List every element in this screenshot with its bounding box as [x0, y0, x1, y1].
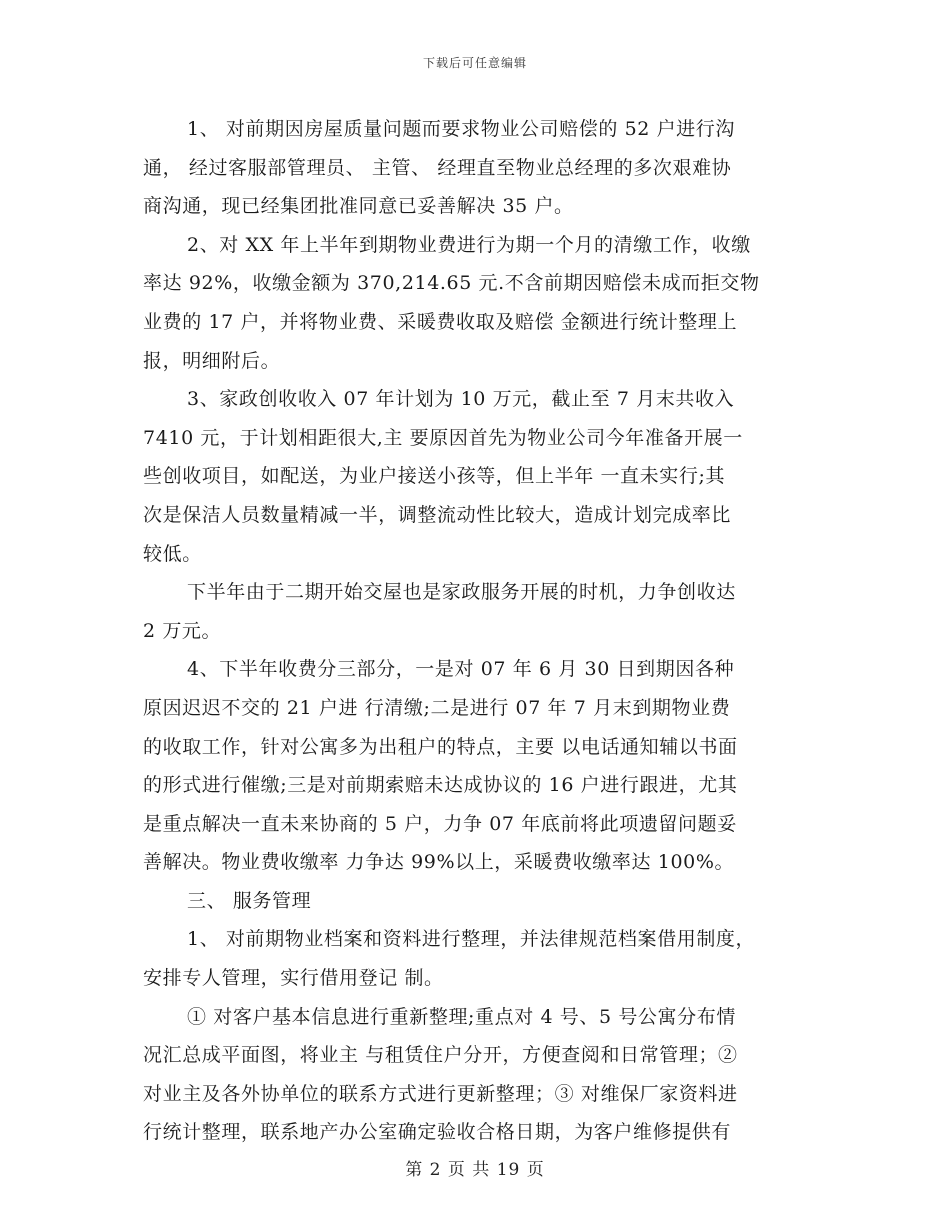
text-line: 报，明细附后。	[143, 349, 281, 372]
text-line: 些创收项目，如配送，为业户接送小孩等，但上半年 一直未实行;其	[143, 465, 726, 488]
text-line: 商沟通，现已经集团批准同意已妥善解决 35 户。	[143, 195, 574, 218]
text-line: 较低。	[143, 542, 202, 565]
section-heading: 三、 服务管理	[187, 889, 312, 912]
text-line: 是重点解决一直未来协商的 5 户，力争 07 年底前将此项遗留问题妥	[143, 812, 737, 835]
text-line: 行统计整理，联系地产办公室确定验收合格日期，为客户维修提供有	[143, 1121, 732, 1144]
text-line: 的收取工作，针对公寓多为出租户的特点，主要 以电话通知辅以书面	[143, 735, 738, 758]
text-line: 下半年由于二期开始交屋也是家政服务开展的时机，力争创收达	[187, 581, 736, 604]
document-body	[143, 110, 813, 1152]
text-line: 2 万元。	[143, 619, 222, 642]
text-line: 对业主及各外协单位的联系方式进行更新整理；③ 对维保厂家资料进	[143, 1082, 738, 1105]
text-line: 次是保洁人员数量精减一半，调整流动性比较大，造成计划完成率比	[143, 503, 732, 526]
text-line: 3、家政创收收入 07 年计划为 10 万元，截止至 7 月末共收入	[187, 388, 735, 411]
text-line: 1、 对前期物业档案和资料进行整理，并法律规范档案借用制度，	[187, 928, 756, 951]
text-line: 4、下半年收费分三部分，一是对 07 年 6 月 30 日到期因各种	[187, 658, 735, 681]
text-line: 7410 元，于计划相距很大,主 要原因首先为物业公司今年准备开展一	[143, 426, 743, 449]
text-line: 2、对 XX 年上半年到期物业费进行为期一个月的清缴工作，收缴	[187, 233, 751, 256]
text-line: 善解决。物业费收缴率 力争达 99%以上，采暖费收缴率达 100%。	[143, 851, 735, 874]
text-line: ① 对客户基本信息进行重新整理;重点对 4 号、5 号公寓分布情	[187, 1005, 736, 1028]
text-line: 通， 经过客服部管理员、 主管、 经理直至物业总经理的多次艰难协	[143, 156, 732, 179]
text-line: 的形式进行催缴;三是对前期索赔未达成协议的 16 户进行跟进，尤其	[143, 774, 738, 797]
text-line: 况汇总成平面图，将业主 与租赁住户分开，方便查阅和日常管理；②	[143, 1044, 738, 1067]
page-header: 下载后可任意编辑	[422, 56, 527, 70]
text-line: 1、 对前期因房屋质量问题而要求物业公司赔偿的 52 户进行沟	[187, 118, 735, 140]
page-footer: 第 2 页 共 19 页	[405, 1160, 545, 1180]
text-line: 安排专人管理，实行借用登记 制。	[143, 967, 444, 990]
text-line: 业费的 17 户，并将物业费、采暖费收取及赔偿 金额进行统计整理上	[143, 310, 738, 333]
text-line: 原因迟迟不交的 21 户进 行清缴;二是进行 07 年 7 月末到期物业费	[143, 696, 731, 719]
text-line: 率达 92%，收缴金额为 370,214.65 元.不含前期因赔偿未成而拒交物	[143, 272, 760, 295]
